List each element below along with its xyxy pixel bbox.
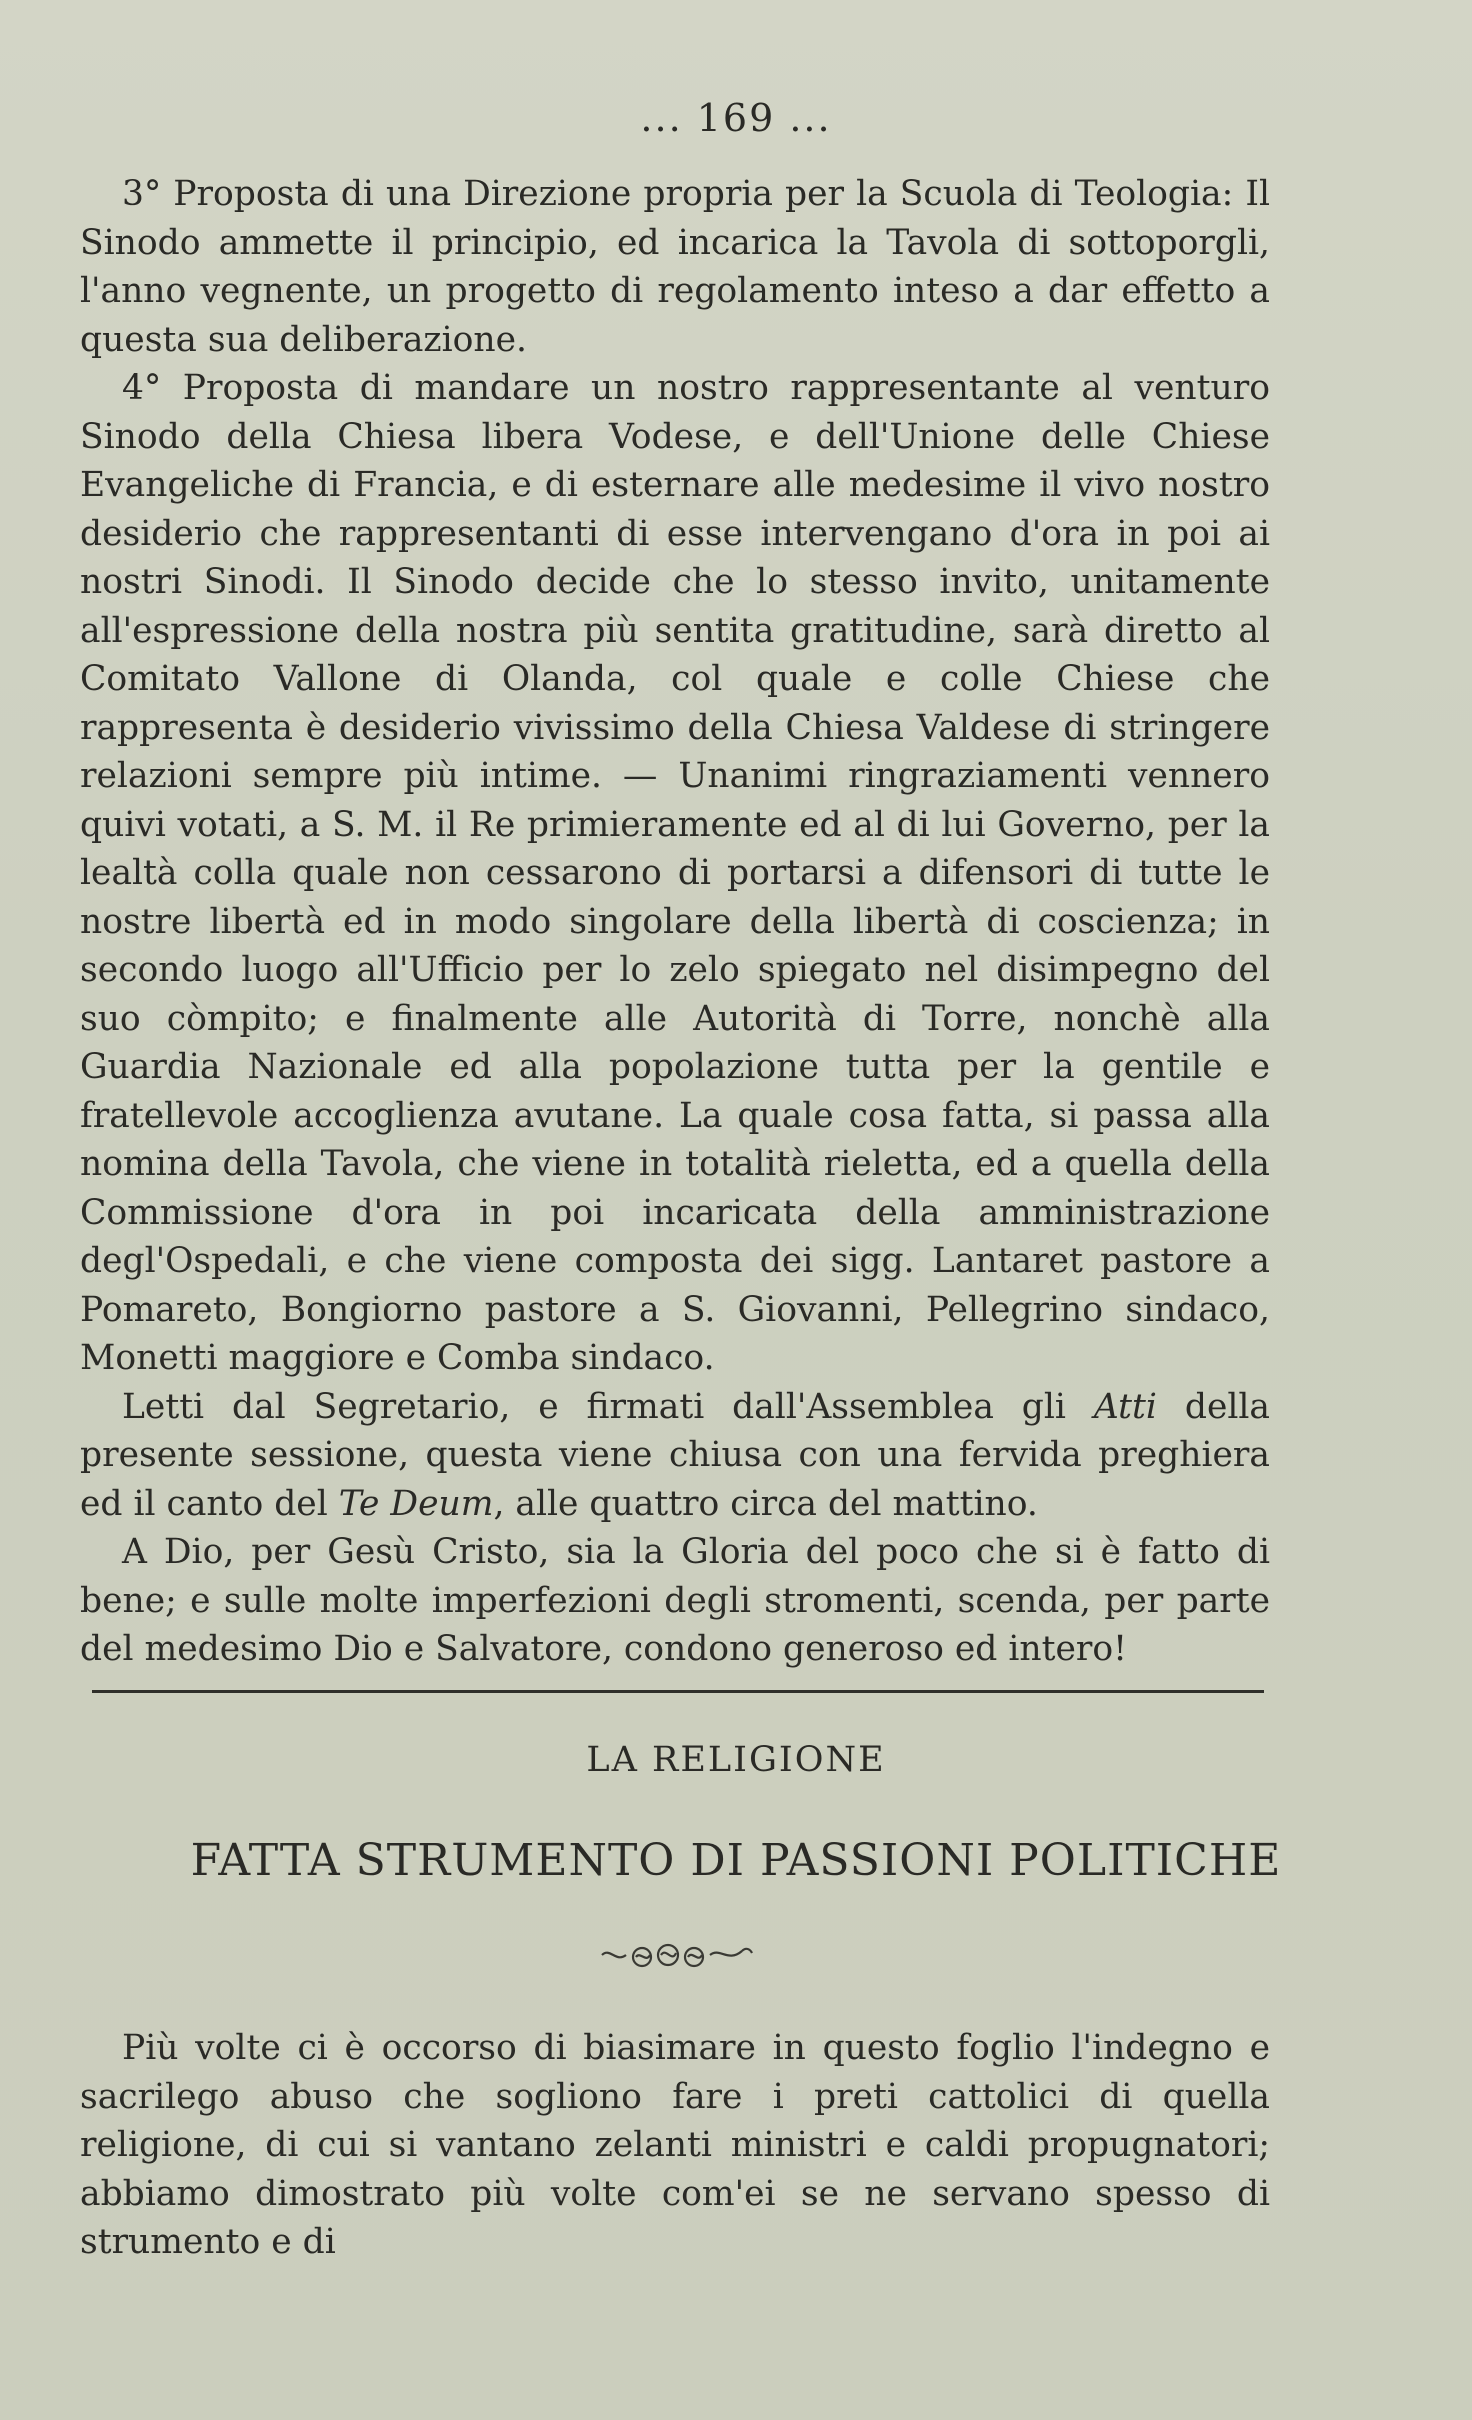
te-deum-italic: Te Deum (338, 1483, 494, 1524)
section-divider-rule (92, 1690, 1264, 1693)
article-title: LA RELIGIONE (586, 1740, 886, 1780)
article-subtitle: FATTA STRUMENTO DI PASSIONI POLITICHE (190, 1835, 1282, 1886)
article-paragraph-1: Più volte ci è occorso di biasimare in questo foglio l'indegno e sacrilego abuso che sogliono fare i preti cattolici di quella religione, di cui si vantano zelanti ministri e caldi propugnatori; abbiamo dimostrato più volte com'ei se ne servano spesso di strumento e di (80, 2028, 1270, 2262)
ornament-flourish-icon (596, 1935, 756, 1975)
paragraph-proposal-3: 3° Proposta di una Direzione propria per la Scuola di Teologia: Il Sinodo ammette il principio, ed incarica la Tavola di sottoporgli, l'anno vegnente, un progetto di regolamento inteso a dar effetto a questa sua deliberazione. (80, 174, 1270, 360)
paragraph-doxology: A Dio, per Gesù Cristo, sia la Gloria del poco che si è fatto di bene; e sulle molte imperfezioni degli stromenti, scenda, per parte del medesimo Dio e Salvatore, condono generoso ed intero! (80, 1532, 1270, 1669)
closing-text-start: Letti dal Segretario, e firmati dall'Assemblea gli (122, 1386, 1066, 1427)
atti-italic: Atti (1093, 1386, 1157, 1427)
article-body (80, 2024, 1270, 2267)
synod-report-text (80, 170, 1270, 1674)
closing-text-middle: della presente sessione, questa viene chiusa con una fervida preghiera ed il canto del (80, 1386, 1270, 1524)
page-number: ... 169 ... (640, 96, 832, 140)
paragraph-proposal-4: 4° Proposta di mandare un nostro rappresentante al venturo Sinodo della Chiesa libera Vodese, e dell'Unione delle Chiese Evangeliche di Francia, e di esternare alle medesime il vivo nostro desiderio che rappresentanti di esse intervengano d'ora in poi ai nostri Sinodi. Il Sinodo decide che lo stesso invito, unitamente all'espressione della nostra più sentita gratitudine, sarà diretto al Comitato Vallone di Olanda, col quale e colle Chiese che rappresenta è desiderio vivissimo della Chiesa Valdese di stringere relazioni sempre più intime. — Unanimi ringraziamenti vennero quivi votati, a S. M. il Re primieramente ed al di lui Governo, per la lealtà colla quale non cessarono di portarsi a difensori di tutte le nostre libertà ed in modo singolare della libertà di coscienza; in secondo luogo all'Ufficio per lo zelo spiegato nel disimpegno del suo còmpito; e finalmente alle Autorità di Torre, nonchè alla Guardia Nazionale ed alla popolazione tutta per la gentile e fratellevole accoglienza avutane. La quale cosa fatta, si passa alla nomina della Tavola, che viene in totalità rieletta, ed a quella della Commissione d'ora in poi incaricata della amministrazione degl'Ospedali, e che viene composta dei sigg. Lantaret pastore a Pomareto, Bongiorno pastore a S. Giovanni, Pellegrino sindaco, Monetti maggiore e Comba sindaco. (80, 368, 1270, 1378)
paragraph-closing-session (80, 1383, 1270, 1529)
closing-text-end: , alle quattro circa del mattino. (493, 1483, 1038, 1524)
